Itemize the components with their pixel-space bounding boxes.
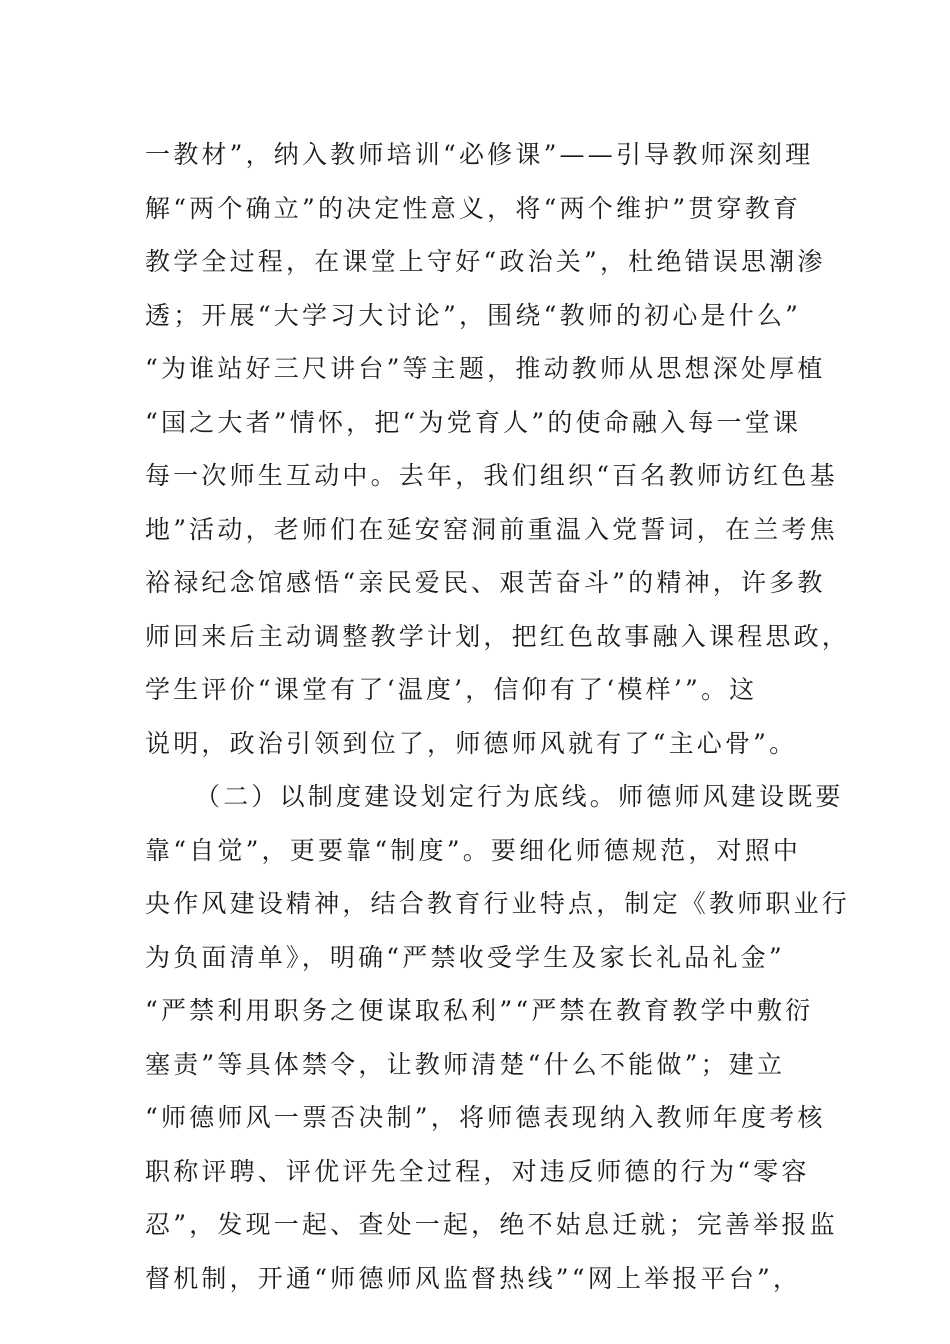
section-heading-line: （二）以制度建设划定行为底线。师德师风建设既要	[195, 782, 844, 811]
text-line: 教学全过程，在课堂上守好“政治关”，杜绝错误思潮渗	[145, 247, 826, 276]
body-text	[145, 128, 851, 1305]
text-line: 一教材”，纳入教师培训“必修课”——引导教师深刻理	[145, 140, 814, 169]
text-line: 靠“自觉”，更要靠“制度”。要细化师德规范，对照中	[145, 835, 802, 865]
text-line: 督机制，开通“师德师风监督热线”“网上举报平台”，	[145, 1263, 802, 1293]
text-line: 师回来后主动调整教学计划，把红色故事融入课程思政，	[145, 621, 851, 651]
text-line: 裕禄纪念馆感悟“亲民爱民、艰苦奋斗”的精神，许多教	[145, 568, 826, 597]
text-line: “师德师风一票否决制”，将师德表现纳入教师年度考核	[145, 1103, 826, 1132]
text-line: “国之大者”情怀，把“为党育人”的使命融入每一堂课	[145, 407, 802, 437]
text-line: 学生评价“课堂有了‘温度’，信仰有了‘模样’”。这	[145, 675, 758, 704]
text-line: “严禁利用职务之便谋取私利”“严禁在教育教学中敷衍	[145, 996, 814, 1025]
text-line: “为谁站好三尺讲台”等主题，推动教师从思想深处厚植	[145, 354, 826, 383]
text-line: 每一次师生互动中。去年，我们组织“百名教师访红色基	[145, 461, 838, 490]
text-line: 说明，政治引领到位了，师德师风就有了“主心骨”。	[145, 728, 798, 758]
text-line: 职称评聘、评优评先全过程，对违反师德的行为“零容	[145, 1156, 810, 1186]
text-line: 为负面清单》，明确“严禁收受学生及家长礼品礼金”	[145, 942, 785, 972]
text-line: 忍”，发现一起、查处一起，绝不姑息迁就；完善举报监	[145, 1210, 838, 1239]
text-line: 塞责”等具体禁令，让教师清楚“什么不能做”；建立	[145, 1049, 786, 1079]
text-line: 透；开展“大学习大讨论”，围绕“教师的初心是什么”	[145, 300, 802, 330]
text-line: 解“两个确立”的决定性意义，将“两个维护”贯穿教育	[145, 193, 802, 223]
text-line: 地”活动，老师们在延安窑洞前重温入党誓词，在兰考焦	[145, 514, 838, 544]
text-line: 央作风建设精神，结合教育行业特点，制定《教师职业行	[145, 889, 851, 918]
